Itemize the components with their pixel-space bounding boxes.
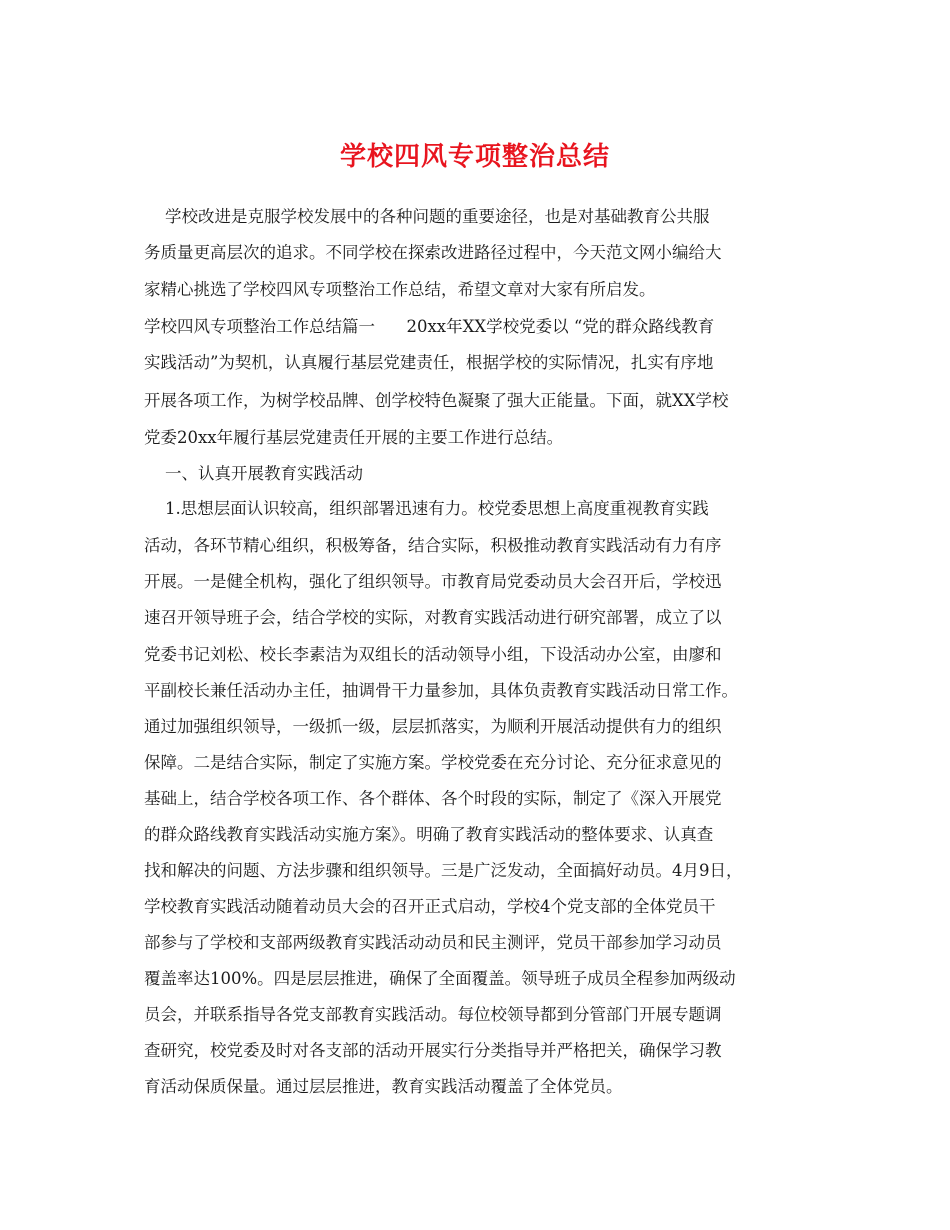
section-heading: 一、认真开展教育实践活动 [144, 464, 363, 483]
body-line: 育活动保质保量。通过层层推进，教育实践活动覆盖了全体党员。 [144, 1077, 623, 1096]
body-line: 实践活动”为契机，认真履行基层党建责任，根据学校的实际情况，扎实有序地 [144, 353, 714, 372]
body-line: 活动，各环节精心组织，积极筹备，结合实际，积极推动教育实践活动有力有序 [144, 536, 722, 555]
body-line: 覆盖率达100%。四是层层推进，确保了全面覆盖。领导班子成员全程参加两级动 [144, 969, 736, 988]
body-line: 通过加强组织领导，一级抓一级，层层抓落实，为顺利开展活动提供有力的组织 [144, 717, 722, 736]
body-line: 学校教育实践活动随着动员大会的召开正式启动，学校4个党支部的全体党员干 [144, 897, 716, 916]
body-line: 1.思想层面认识较高，组织部署迅速有力。校党委思想上高度重视教育实践 [144, 499, 709, 518]
body-line: 保障。二是结合实际，制定了实施方案。学校党委在充分讨论、充分征求意见的 [144, 753, 722, 772]
body-line: 开展。一是健全机构，强化了组织领导。市教育局党委动员大会召开后，学校迅 [144, 572, 722, 591]
body-line: 员会，并联系指导各党支部教育实践活动。每位校领导都到分管部门开展专题调 [144, 1005, 722, 1024]
body-line: 务质量更高层次的追求。不同学校在探索改进路径过程中，今天范文网小编给大 [144, 243, 722, 262]
body-line: 家精心挑选了学校四风专项整治工作总结，希望文章对大家有所启发。 [144, 280, 656, 299]
body-line: 查研究，校党委及时对各支部的活动开展实行分类指导并严格把关，确保学习教 [144, 1041, 722, 1060]
document-title: 学校四风专项整治总结 [339, 142, 610, 172]
body-line: 党委书记刘松、校长李素洁为双组长的活动领导小组，下设活动办公室，由廖和 [144, 645, 722, 664]
body-line: 基础上，结合学校各项工作、各个群体、各个时段的实际，制定了《深入开展党 [144, 789, 722, 808]
body-line: 平副校长兼任活动办主任，抽调骨干力量参加，具体负责教育实践活动日常工作。 [144, 681, 738, 700]
body-line: 部参与了学校和支部两级教育实践活动动员和民主测评，党员干部参加学习动员 [144, 933, 722, 952]
body-line: 学校改进是克服学校发展中的各种问题的重要途径，也是对基础教育公共服 [144, 207, 710, 226]
body-line: 的群众路线教育实践活动实施方案》。明确了教育实践活动的整体要求、认真查 [144, 825, 714, 844]
body-line: 学校四风专项整治工作总结篇一 20xx年XX学校党委以 “党的群众路线教育 [144, 317, 715, 336]
body-line: 速召开领导班子会，结合学校的实际，对教育实践活动进行研究部署，成立了以 [144, 608, 722, 627]
body-line: 找和解决的问题、方法步骤和组织领导。三是广泛发动，全面搞好动员。4月9日， [144, 861, 743, 880]
body-line: 开展各项工作，为树学校品牌、创学校特色凝聚了强大正能量。下面，就XX学校 [144, 391, 729, 410]
body-line: 党委20xx年履行基层党建责任开展的主要工作进行总结。 [144, 428, 564, 447]
